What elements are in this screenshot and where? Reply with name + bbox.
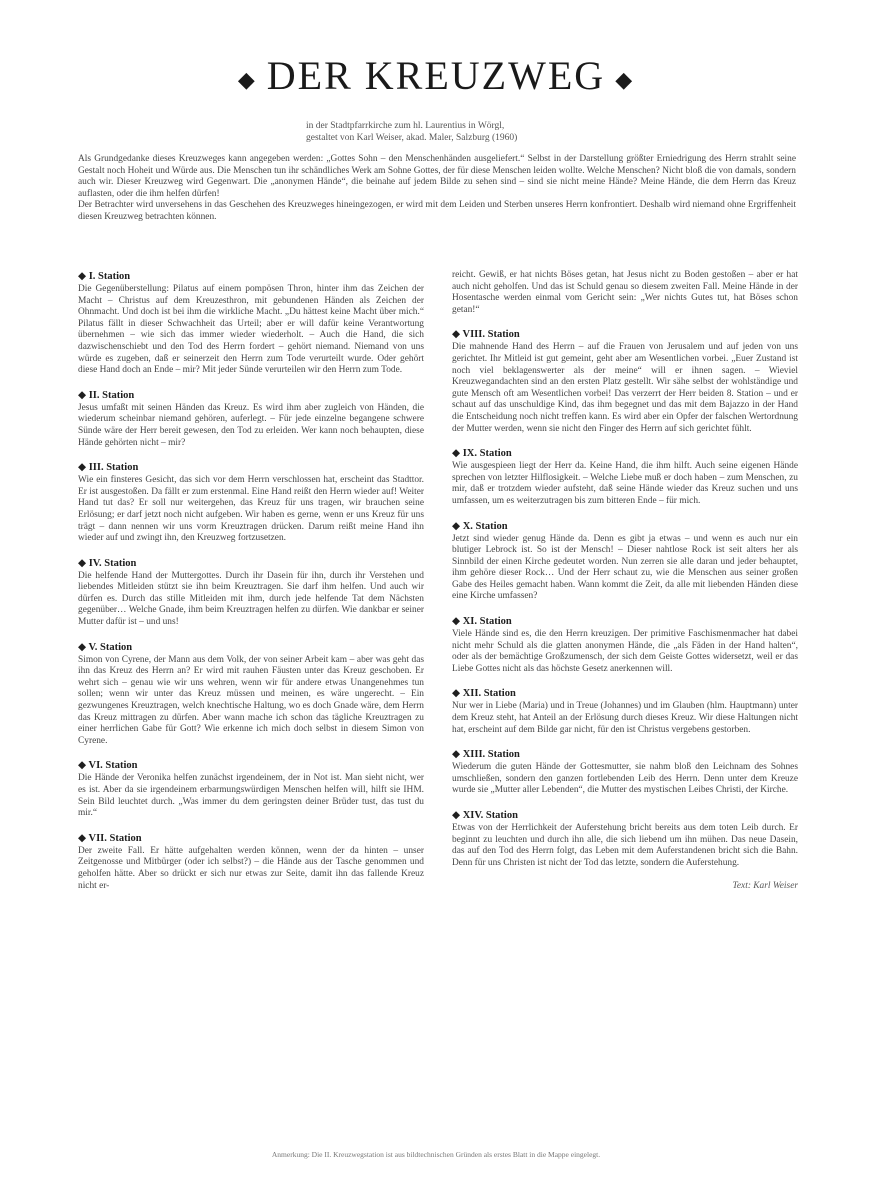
station-heading: ◆ III. Station	[78, 462, 139, 474]
station-text: Simon von Cyrene, der Mann aus dem Volk, der von seiner Arbeit kam – aber was geht das ihn das Kreuz des Herrn an? Er wird mit rauhen Fäusten unter das Kreuz geschoben. Er wehrt sich – genau wie wir uns wehren, wenn wir für andere etwas Unangenehmes tun sollen; wenn wir unter das Kreuz müssen und meinen, es wäre ungerecht. – Ein gezwungenes Kreuztragen, welch knechtische Haltung, wo es doch Gnade wäre, dem Herrn das Kreuz mittragen zu dürfen. Aber wann mache ich schon das tägliche Kreuztragen zu einer herrlichen Gabe für Gott? Wie erkenne ich mich doch selbst in diesem Simon von Cyrene.	[78, 654, 424, 746]
station-heading: ◆ II. Station	[78, 389, 135, 401]
station-4	[78, 557, 424, 629]
station-10	[452, 520, 798, 604]
station-text: Die Gegenüberstellung: Pilatus auf einem pompösen Thron, hinter ihm das Zeichen der Macht – Christus auf dem Kreuzesthron, mit gebundenen Händen als Zeichen der Ohnmacht. Und doch ist bei ihm die wirkliche Macht. „Du hättest keine Macht über mich.“ Pilatus fällt in dieser Schwachheit das Urteil; aber er will dafür keine Verantwortung übernehmen – wie sich das immer wieder wiederholt. – Auch die Hand, die sich dazwischenschiebt und den Tod des Herrn fordert – gehört niemand. Niemand von uns würde es zugeben, daß er seinerzeit den Herrn zum Tode verurteilt wurde. Oder gehört diese Hand doch an Ende – mir? Mit jeder Sünde verurteilen wir den Herrn zum Tode.	[78, 284, 424, 376]
station-heading: ◆ XII. Station	[452, 688, 516, 700]
station-heading: ◆ IX. Station	[452, 448, 512, 460]
station-heading: ◆ I. Station	[78, 271, 131, 282]
station-6	[78, 759, 424, 819]
station-2	[78, 389, 424, 449]
station-13	[452, 748, 798, 797]
station-5	[78, 641, 424, 748]
station-7	[78, 832, 424, 892]
station-9	[452, 447, 798, 507]
station-heading: ◆ X. Station	[452, 520, 508, 532]
station-heading: ◆ VI. Station	[78, 760, 138, 772]
title-text: DER KREUZWEG	[266, 53, 606, 98]
station-text: Wie ein finsteres Gesicht, das sich vor dem Herrn verschlossen hat, erscheint das Stadttor. Er ist ausgestoßen. Da fällt er zum erstenmal. Eine Hand reißt den Herrn wieder auf! Weiter Hand tut das? Er soll nur weitergehen, das Kreuz für uns tragen, wir brauchen seine Erlösung; er darf jetzt noch nicht aufgeben. Wir haben es gerne, wenn er uns Kreuz für uns trägt – dann nennen wir uns vorm Kreuztragen drücken. Darum reißt meine Hand ihn wieder auf und zwingt ihn, den Kreuzweg fortzusetzen.	[78, 475, 424, 544]
subtitle	[306, 120, 726, 144]
footnote: Anmerkung: Die II. Kreuzwegstation ist aus bildtechnischen Gründen als erstes Blatt in die Mappe eingelegt.	[271, 1150, 601, 1159]
station-text: Jetzt sind wieder genug Hände da. Denn es gibt ja etwas – und wenn es auch nur ein blutiger Lebrock ist. So ist der Mensch! – Dieser nahtlose Rock ist seit alters her als Sinnbild der einen Kirche gedeutet worden. Nun zerren sie alle daran und jeder behauptet, ihm gehöre dieser Rock… Und der Herr schaut zu, wie die Menschen aus seiner großen Gabe des Heiles gemacht haben. Wann kommt die Zeit, da alle mit liebenden Händen diese eine Kirche umfassen?	[452, 533, 798, 602]
subtitle-line-2: gestaltet von Karl Weiser, akad. Maler, Salzburg (1960)	[306, 133, 518, 143]
station-text: Die Hände der Veronika helfen zunächst irgendeinem, der in Not ist. Man sieht nicht, wer es ist. Aber da sie irgendeinem erbarmungswürdigen Menschen helfen will, hilft sie IHM. Sein Bild leuchtet durch. „Was immer du dem geringsten deiner Brüder tust, das tust du mir.“	[78, 773, 424, 819]
station-heading: ◆ XI. Station	[452, 616, 512, 628]
station-12	[452, 687, 798, 736]
station-heading: ◆ XIV. Station	[452, 810, 518, 821]
station-7-continuation: reicht. Gewiß, er hat nichts Böses getan, hat Jesus nicht zu Boden gestoßen – aber er hat auch nicht geholfen. Und das ist Schuld genau so diesem zweiten Fall. Meine Hände in der Hosentasche werden einmal vom Gericht sein: „Wer nichts Gutes tut, hat Böses schon getan!“	[452, 270, 798, 315]
station-heading: ◆ VIII. Station	[452, 329, 520, 341]
station-text: Etwas von der Herrlichkeit der Auferstehung bricht bereits aus dem toten Leib durch. Er beginnt zu leuchten und durch ihn alle, die sich liebend um ihn mühen. Das neue Dasein, das auf den Tod des Herrn folgt, das Leben mit dem Auferstandenen bricht sich die Bahn. Denn für uns Christen ist nicht der Tod das letzte, sondern die Auferstehung.	[452, 823, 798, 868]
station-text: Jesus umfaßt mit seinen Händen das Kreuz. Es wird ihm aber zugleich von Händen, die wiederum scheinbar niemand gehören, auferlegt. – Für jede einzelne begangene schwere Sünde wäre der Herr bereit gewesen, den Tod zu erleiden. Wer kann noch behaupten, diese Hände gehörten nicht – mir?	[78, 402, 424, 448]
left-column	[78, 270, 424, 904]
intro-text	[78, 154, 796, 224]
intro-paragraph-2: Der Betrachter wird unversehens in das Geschehen des Kreuzweges hineingezogen, er wird mit dem Leiden und Sterben unseres Herrn konfrontiert. Deshalb wird niemand ohne Ergriffenheit diesen Kreuzweg betrachten können.	[78, 200, 796, 222]
right-column	[452, 270, 798, 891]
station-text: Wiederum die guten Hände der Gottesmutter, sie nahm bloß den Leichnam des Sohnes umschließen, sondern den ganzen fortlebenden Leib des Herrn. Denn unter dem Kreuze wurde sie „Mutter aller Lebenden“, die Mutter des mystischen Leibes Christi, der Kirche.	[452, 762, 798, 796]
station-3	[78, 461, 424, 545]
station-11	[452, 615, 798, 675]
diamond-left-icon: ◆	[237, 66, 257, 92]
station-heading: ◆ V. Station	[78, 641, 133, 653]
subtitle-line-1: in der Stadtpfarrkirche zum hl. Laurentius in Wörgl,	[306, 121, 505, 131]
station-text: Wie ausgespieen liegt der Herr da. Keine Hand, die ihm hilft. Auch seine eigenen Hände sprechen von letzter Hilflosigkeit. – Welche Liebe muß er doch haben – zum Menschen, zu mir, daß er trotzdem wieder aufsteht, daß seine Hände wieder das Kreuz suchen und uns umfassen, um es weiterzutragen bis zum bitteren Ende – für mich.	[452, 461, 798, 506]
station-14	[452, 809, 798, 869]
page-title	[0, 52, 872, 99]
station-1	[78, 270, 424, 377]
author-credit: Text: Karl Weiser	[732, 881, 798, 892]
station-8	[452, 328, 798, 435]
station-heading: ◆ IV. Station	[78, 557, 137, 569]
station-text: Der zweite Fall. Er hätte aufgehalten werden können, wenn der da hinten – unser Zeitgenosse und Mitbürger (oder ich selbst?) – die Hände aus der Tasche genommen und geholfen hätte. Aber so drückt er sich nur etwas zur Seite, damit ihn das fallende Kreuz nicht er-	[78, 845, 424, 891]
station-text: Viele Hände sind es, die den Herrn kreuzigen. Der primitive Faschismenmacher hat dabei nicht mehr Schuld als die glatten anonymen Hände, die „als Fäden in der Hand halten“, oder als der bemächtige Großzumensch, der sich dem Geiste Gottes widersetzt, weil er das Liebe Gottes nicht als das höchste Gesetz anerkennen will.	[452, 629, 798, 674]
station-text: Die mahnende Hand des Herrn – auf die Frauen von Jerusalem und auf jeden von uns gerichtet. Ihr Mitleid ist gut gemeint, geht aber am Wesentlichen vorbei. „Euer Zustand ist noch viel beklagenswerter als der meine“ will er ihnen sagen. – Wieviel Kreuzwegandachten sind an den ersten Platz gestellt. Wir sähe selbst der wohlständige und gute Mensch oft am Wesentlichen vorbei! Das verzerrt der Herr beiden 8. Station – und er schaut auf das unschuldige Kind, das ihm begegnet und das mit dem Bajazzo in der Hand die Entscheidung noch nicht treffen kann. Es wird aber ein Opfer der falschen Wertordnung der Mutter werden, wenn sie nicht den Finger des Herrn auf sich gerichtet fühlt.	[452, 342, 798, 434]
intro-paragraph-1: Als Grundgedanke dieses Kreuzweges kann angegeben werden: „Gottes Sohn – den Menschenhänden ausgeliefert.“ Selbst in der Darstellung größter Erniedrigung des Herrn strahlt seine Gestalt noch Hoheit und Würde aus. Die Menschen tun ihr schändliches Werk am Sohne Gottes, der für diese Menschen leiden wollte. Welche Menschen? Nicht bloß die von damals, sondern auch wir. Dieser Kreuzweg wird Gegenwart. Die „anonymen Hände“, die beinahe auf jedem Bilde zu sehen sind – sind sie nicht meine Hände? Meine Hände, die dem Herrn das Kreuz auflasten, oder die ihm helfen dürfen!	[78, 154, 796, 199]
diamond-right-icon: ◆	[615, 66, 635, 92]
station-heading: ◆ VII. Station	[78, 832, 142, 844]
station-text: Die helfende Hand der Muttergottes. Durch ihr Dasein für ihn, durch ihr Verstehen und liebendes Mitleiden stützt sie ihn beim Kreuztragen. Sie darf ihm helfen. Und auch wir dürfen es. Durch das stille Mitleiden mit ihm, durch jede helfende Tat dem Nächsten gegenüber… Welche Gnade, ihm beim Kreuztragen helfen zu dürfen. Wie dankbar er seiner Mutter dafür ist – und uns!	[78, 570, 424, 628]
station-heading: ◆ XIII. Station	[452, 749, 520, 761]
station-text: Nur wer in Liebe (Maria) und in Treue (Johannes) und im Glauben (hlm. Hauptmann) unter dem Kreuz steht, hat Anteil an der Erlösung durch dieses Kreuz. Wir diese Haltungen nicht hat, erscheint auf dem Bilde gar nicht, für den ist Christus vergebens gestorben.	[452, 701, 798, 735]
